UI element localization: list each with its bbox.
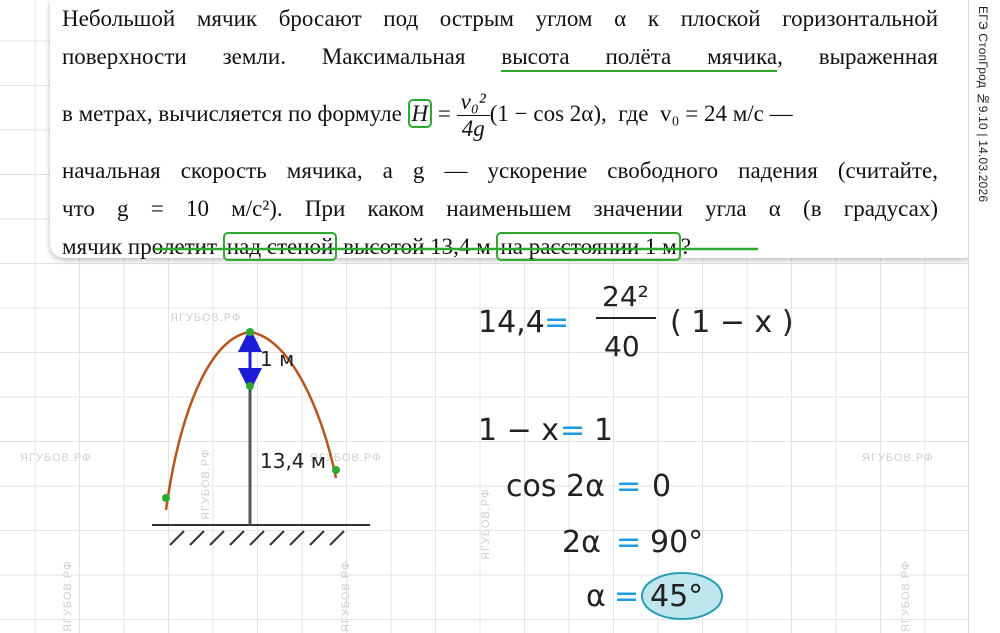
trajectory-diagram (140, 300, 520, 600)
s5-eq: = (614, 579, 640, 614)
watermark: ЯГУБОВ.РФ (340, 560, 352, 632)
launch-point (162, 494, 170, 502)
watermark: ЯГУБОВ.РФ (480, 488, 492, 560)
wall-top-point (246, 382, 254, 390)
problem-line-5: что g = 10 м/с²). При каком наименьшем значении угла α (в градусах) (62, 196, 938, 221)
problem-text (62, 0, 938, 266)
s5-lhs: α (586, 579, 606, 614)
apex-point (246, 328, 254, 336)
s3-rhs: 0 (652, 469, 672, 504)
watermark: ЯГУБОВ.РФ (900, 560, 912, 632)
watermark: ЯГУБОВ.РФ (310, 452, 382, 464)
watermark: ЯГУБОВ.РФ (62, 560, 74, 632)
s1-lhs: 14,4 (478, 305, 545, 340)
highlight-height: высота полёта мячика (501, 44, 777, 72)
problem-line-4: начальная скорость мячика, а g — ускорение свободного падения (считайте, (62, 158, 938, 183)
s2-eq: = (560, 413, 586, 448)
watermark: ЯГУБОВ.РФ (170, 312, 242, 324)
s3-eq: = (616, 469, 642, 504)
watermark: ЯГУБОВ.РФ (20, 452, 92, 464)
problem-card (50, 0, 978, 258)
ground-hatch (170, 531, 344, 545)
s1-numerator: 24² (602, 280, 649, 313)
watermark: ЯГУБОВ.РФ (200, 448, 212, 520)
highlight-distance: на расстоянии 1 м (496, 232, 680, 261)
label-1m: 1 м (260, 347, 295, 371)
problem-line-6: мячик пролетит над стеной высотой 13,4 м на расстоянии 1 м ? (62, 234, 691, 259)
problem-line-2: поверхности земли. Максимальная высота полёта мячика, выраженная (62, 38, 938, 76)
s4-rhs: 90° (650, 525, 704, 560)
problem-line-1: Небольшой мячик бросают под острым углом α к плоской горизонтальной (62, 6, 938, 31)
solution-area (470, 280, 930, 620)
highlight-over-wall: над стеной (223, 232, 338, 261)
s1-eq: = (544, 305, 570, 340)
s1-rhs: ( 1 − x ) (670, 305, 794, 340)
s4-eq: = (616, 525, 642, 560)
landing-point (332, 466, 340, 474)
s2-lhs: 1 − x (478, 413, 560, 448)
s1-denominator: 40 (604, 330, 640, 363)
s3-lhs: cos 2α (506, 469, 605, 504)
formula-fraction: $\frac{\text{v₀²}}{4g}$ (457, 89, 490, 142)
sidebar-label: ЕГЭ СтопГрод №9.10 | 14.03.2026 (976, 6, 990, 203)
s4-lhs: 2α (562, 525, 601, 560)
s2-rhs: 1 (594, 413, 614, 448)
formula-H-box: H (408, 99, 433, 128)
problem-line-3: в метрах, вычисляется по формуле H = $\frac{\text{v₀²}}{4g}$ (1 − cos 2α), где v₀ = 24 м/с — (62, 89, 793, 142)
watermark: ЯГУБОВ.РФ (862, 452, 934, 464)
s5-answer: 45° (650, 579, 704, 614)
label-13-4m: 13,4 м (260, 449, 326, 473)
